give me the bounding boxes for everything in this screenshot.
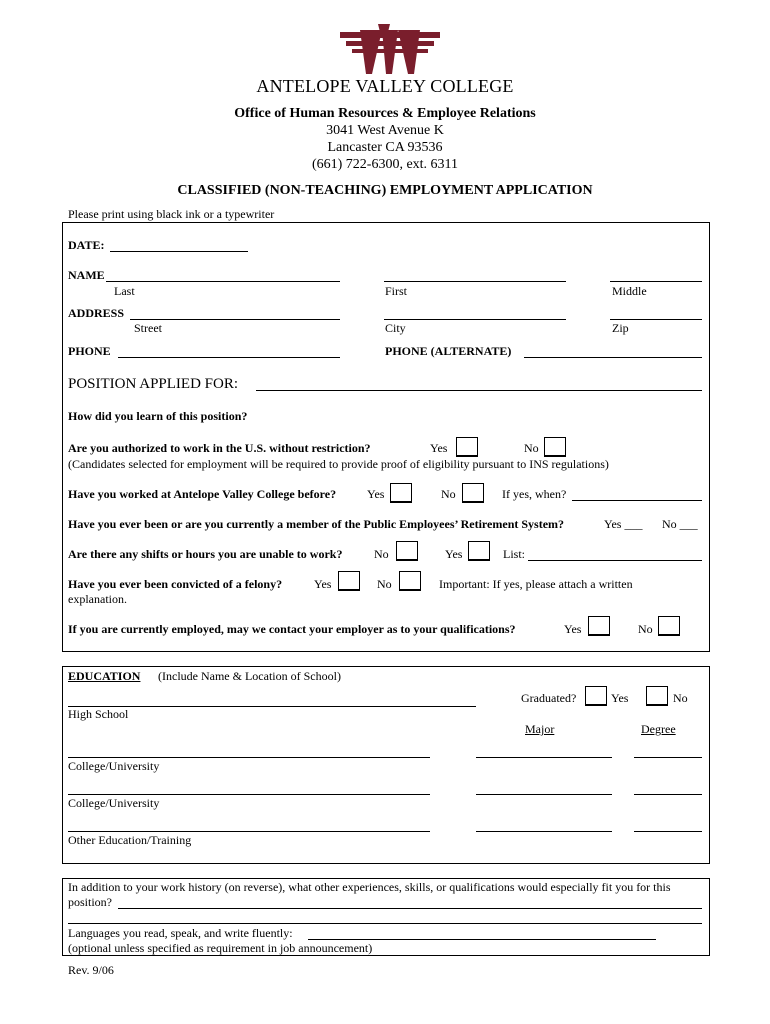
felony-yes-checkbox[interactable] xyxy=(338,571,360,591)
education-label: EDUCATION xyxy=(68,669,141,683)
worked-avc-yes-label: Yes xyxy=(367,487,385,501)
other-major-field[interactable] xyxy=(476,831,612,832)
felony-note-continued: explanation. xyxy=(68,592,127,606)
name-label: NAME xyxy=(68,268,105,282)
experience-field-1[interactable] xyxy=(118,908,702,909)
languages-note: (optional unless specified as requirement in job announcement) xyxy=(68,941,373,955)
felony-question: Have you ever been convicted of a felony? xyxy=(68,577,283,591)
office-phone: (661) 722-6300, ext. 6311 xyxy=(311,157,459,172)
position-continued: position? xyxy=(68,895,112,909)
form-title: CLASSIFIED (NON-TEACHING) EMPLOYMENT APPLICATION xyxy=(177,183,593,198)
shifts-yes-checkbox[interactable] xyxy=(468,541,490,561)
felony-yes-label: Yes xyxy=(314,577,332,591)
shifts-yes-label: Yes xyxy=(445,547,463,561)
zip-field[interactable] xyxy=(610,319,702,320)
graduated-no-checkbox[interactable] xyxy=(646,686,668,706)
last-name-field[interactable] xyxy=(106,281,340,282)
shifts-no-label: No xyxy=(374,547,389,561)
revision-label: Rev. 9/06 xyxy=(68,963,114,977)
contact-yes-checkbox[interactable] xyxy=(588,616,610,636)
graduated-yes-label: Yes xyxy=(611,691,629,705)
phone-label: PHONE xyxy=(68,344,111,358)
if-yes-when-label: If yes, when? xyxy=(502,487,567,501)
worked-avc-no-checkbox[interactable] xyxy=(462,483,484,503)
high-school-label: High School xyxy=(68,707,129,721)
instruction-text: Please print using black ink or a typewriter xyxy=(68,207,275,221)
city-caption: City xyxy=(385,321,406,335)
first-name-field[interactable] xyxy=(384,281,566,282)
shifts-list-label: List: xyxy=(503,547,526,561)
major-header: Major xyxy=(525,722,555,736)
experience-field-2[interactable] xyxy=(68,923,702,924)
authorized-question: Are you authorized to work in the U.S. without restriction? xyxy=(68,441,371,455)
college-name: ANTELOPE VALLEY COLLEGE xyxy=(256,76,514,96)
authorized-note: (Candidates selected for employment will be required to provide proof of eligibility pursuant to INS regulations) xyxy=(68,457,609,471)
college1-label: College/University xyxy=(68,759,160,773)
college1-major-field[interactable] xyxy=(476,757,612,758)
college2-major-field[interactable] xyxy=(476,794,612,795)
experience-question: In addition to your work history (on reverse), what other experiences, skills, or qualifications would especially fit you for this xyxy=(68,880,671,894)
city-field[interactable] xyxy=(384,319,566,320)
college2-field[interactable] xyxy=(68,794,430,795)
worked-avc-question: Have you worked at Antelope Valley College before? xyxy=(68,487,337,501)
date-label: DATE: xyxy=(68,238,105,252)
first-caption: First xyxy=(385,284,408,298)
languages-field[interactable] xyxy=(308,939,656,940)
graduated-no-label: No xyxy=(673,691,688,705)
contact-no-label: No xyxy=(638,622,653,636)
pers-no-field[interactable]: No ___ xyxy=(662,517,698,531)
position-field[interactable] xyxy=(256,390,702,391)
graduated-yes-checkbox[interactable] xyxy=(585,686,607,706)
phone-field[interactable] xyxy=(118,357,340,358)
address-label: ADDRESS xyxy=(68,306,125,320)
office-address-line2: Lancaster CA 93536 xyxy=(327,140,443,155)
college2-label: College/University xyxy=(68,796,160,810)
pers-question: Have you ever been or are you currently a member of the Public Employees’ Retirement System? xyxy=(68,517,565,531)
office-address-line1: 3041 West Avenue K xyxy=(326,123,444,138)
street-caption: Street xyxy=(134,321,162,335)
college2-degree-field[interactable] xyxy=(634,794,702,795)
street-field[interactable] xyxy=(130,319,340,320)
felony-note: Important: If yes, please attach a written xyxy=(439,577,633,591)
college1-field[interactable] xyxy=(68,757,430,758)
office-name: Office of Human Resources & Employee Relations xyxy=(234,106,536,121)
graduated-label: Graduated? xyxy=(521,691,577,705)
other-degree-field[interactable] xyxy=(634,831,702,832)
worked-avc-yes-checkbox[interactable] xyxy=(390,483,412,503)
high-school-field[interactable] xyxy=(68,706,476,707)
authorized-yes-label: Yes xyxy=(430,441,448,455)
worked-avc-no-label: No xyxy=(441,487,456,501)
middle-name-field[interactable] xyxy=(610,281,702,282)
learn-question: How did you learn of this position? xyxy=(68,409,248,423)
antelope-logo-icon xyxy=(338,24,442,76)
felony-no-label: No xyxy=(377,577,392,591)
shifts-question: Are there any shifts or hours you are unable to work? xyxy=(68,547,343,561)
contact-employer-question: If you are currently employed, may we contact your employer as to your qualifications? xyxy=(68,622,516,636)
other-education-field[interactable] xyxy=(68,831,430,832)
last-caption: Last xyxy=(114,284,135,298)
felony-no-checkbox[interactable] xyxy=(399,571,421,591)
authorized-no-checkbox[interactable] xyxy=(544,437,566,457)
college-logo xyxy=(338,24,442,76)
authorized-yes-checkbox[interactable] xyxy=(456,437,478,457)
pers-yes-field[interactable]: Yes ___ xyxy=(604,517,643,531)
degree-header: Degree xyxy=(641,722,676,736)
contact-yes-label: Yes xyxy=(564,622,582,636)
other-education-label: Other Education/Training xyxy=(68,833,192,847)
contact-no-checkbox[interactable] xyxy=(658,616,680,636)
phone-alt-label: PHONE (ALTERNATE) xyxy=(385,344,512,358)
shifts-no-checkbox[interactable] xyxy=(396,541,418,561)
date-field[interactable] xyxy=(110,251,248,252)
languages-label: Languages you read, speak, and write fluently: xyxy=(68,926,293,940)
college1-degree-field[interactable] xyxy=(634,757,702,758)
shifts-list-field[interactable] xyxy=(528,560,702,561)
position-label: POSITION APPLIED FOR: xyxy=(68,376,239,392)
middle-caption: Middle xyxy=(612,284,647,298)
if-yes-when-field[interactable] xyxy=(572,500,702,501)
zip-caption: Zip xyxy=(612,321,629,335)
phone-alt-field[interactable] xyxy=(524,357,702,358)
authorized-no-label: No xyxy=(524,441,539,455)
education-note: (Include Name & Location of School) xyxy=(158,669,341,683)
